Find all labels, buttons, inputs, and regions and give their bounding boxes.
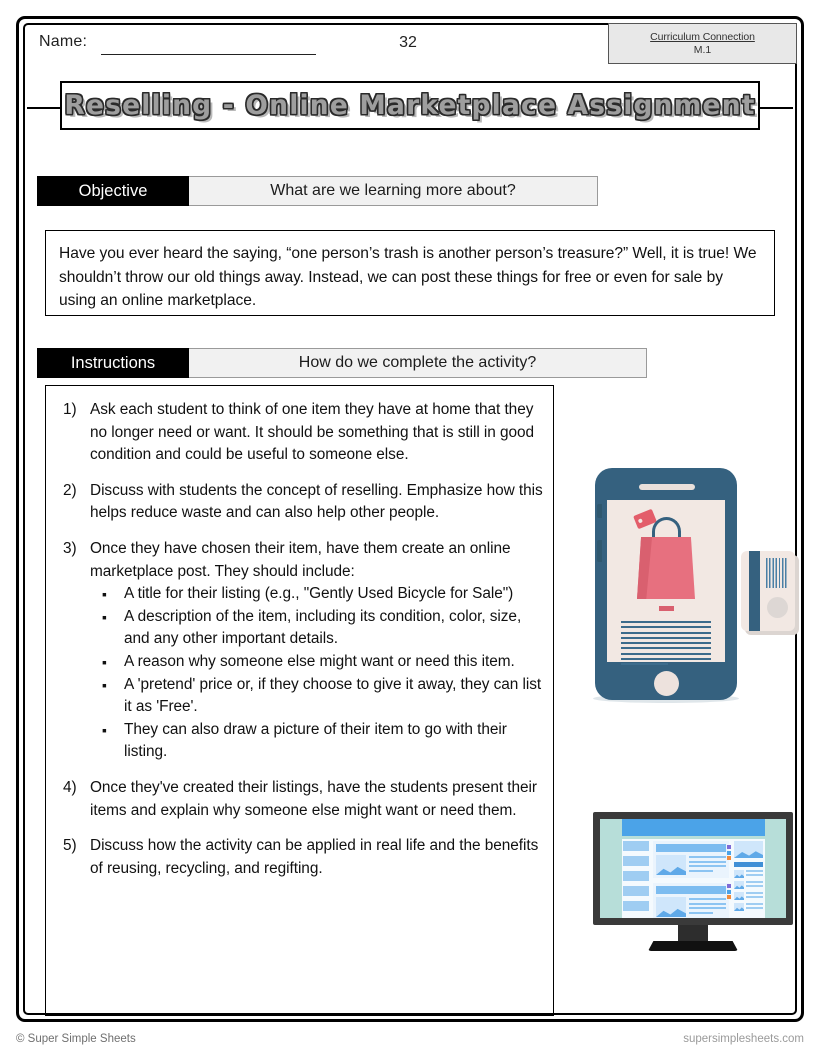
worksheet-header: [23, 23, 797, 71]
listing-card-row: [656, 897, 726, 917]
title-banner: [23, 81, 797, 133]
listing-card-lines: [689, 855, 726, 875]
bullet-square-icon: ▪: [102, 676, 107, 693]
image-placeholder-icon: [734, 903, 744, 911]
instruction-item: [54, 538, 543, 764]
listing-card-title: [656, 844, 726, 852]
objective-body-box: [45, 230, 775, 316]
title-rule-right: [757, 107, 793, 109]
website-page: [622, 839, 765, 918]
dot-icon: [727, 890, 731, 894]
image-placeholder-icon: [734, 870, 744, 878]
right-column-row: [734, 903, 763, 911]
page-title: Reselling - Online Marketplace Assignment: [64, 90, 756, 121]
dot-icon: [727, 845, 731, 849]
text-line: [621, 663, 668, 665]
text-line: [621, 626, 711, 628]
objective-label: Objective: [37, 176, 189, 206]
image-placeholder-icon: [734, 892, 744, 900]
instruction-text: Ask each student to think of one item they have at home that they no longer need or want. It should be something that is still in good condition and could be useful to someone else.: [90, 401, 535, 464]
monitor-neck: [678, 925, 708, 943]
monitor-illustration: [593, 812, 798, 956]
instruction-number: 1): [63, 401, 77, 418]
credit-card-body: [741, 551, 795, 631]
text-line: [746, 903, 763, 905]
title-box: [60, 81, 760, 130]
sidebar-block: [623, 871, 649, 881]
text-line: [621, 637, 711, 639]
text-line: [621, 632, 711, 634]
website-sidebar: [623, 841, 649, 916]
right-column-heading: [734, 862, 763, 867]
dot-icon: [727, 884, 731, 888]
instructions-label: Instructions: [37, 348, 189, 378]
right-column-row: [734, 870, 763, 878]
sidebar-block: [623, 901, 649, 911]
text-line: [621, 647, 711, 649]
text-line: [746, 892, 763, 894]
listing-card: [653, 883, 729, 918]
price-label-icon: [659, 606, 674, 611]
curriculum-connection-code: M.1: [693, 44, 712, 56]
name-label: Name:: [39, 33, 88, 50]
website-right-column: [734, 841, 763, 914]
instruction-subitem-text: They can also draw a picture of their item to go with their listing.: [124, 720, 507, 761]
instructions-question: How do we complete the activity?: [189, 348, 647, 378]
instruction-subitem: [90, 719, 543, 764]
right-column-lines: [746, 903, 763, 911]
shopping-bag-handle-icon: [652, 517, 681, 539]
listing-card-title: [656, 886, 726, 894]
page-number: 32: [399, 34, 417, 51]
text-line: [689, 861, 726, 863]
right-column-lines: [746, 892, 763, 900]
listing-card-row: [656, 855, 726, 875]
instruction-item: [54, 777, 543, 822]
right-column-row: [734, 892, 763, 900]
dot-icon: [727, 856, 731, 860]
text-line: [746, 907, 763, 909]
card-action-dots: [727, 884, 731, 901]
monitor-frame: [593, 812, 793, 925]
instruction-number: 5): [63, 837, 77, 855]
sidebar-block: [623, 856, 649, 866]
card-chip-icon: [767, 597, 788, 618]
name-write-line[interactable]: [101, 54, 316, 55]
instructions-body-box: [45, 385, 554, 1016]
text-line: [621, 658, 711, 660]
instruction-item: [54, 835, 543, 880]
card-barcode-icon: [766, 558, 788, 588]
right-column-lines: [746, 881, 763, 889]
credit-card-illustration: [741, 551, 805, 637]
image-placeholder-icon: [734, 881, 744, 889]
worksheet-page: [23, 23, 797, 1015]
text-line: [746, 874, 763, 876]
instruction-subitem: [90, 674, 543, 719]
instruction-text: Discuss how the activity can be applied in real life and the benefits of reusing, recycling, and regifting.: [90, 837, 539, 877]
text-line: [689, 865, 726, 867]
text-line: [689, 912, 713, 914]
dot-icon: [727, 851, 731, 855]
right-column-row: [734, 881, 763, 889]
phone-side-button-icon: [597, 504, 602, 518]
dot-icon: [727, 895, 731, 899]
image-placeholder-icon: [656, 897, 686, 917]
text-line: [689, 898, 726, 900]
phone-body: [595, 468, 737, 700]
footer-website[interactable]: supersimplesheets.com: [683, 1033, 804, 1045]
instruction-subitem: [90, 651, 543, 674]
website-content-column: [653, 841, 729, 918]
instruction-item: [54, 399, 543, 467]
instruction-text: Once they have chosen their item, have them create an online marketplace post. They should include:: [90, 539, 511, 580]
curriculum-connection-title: Curriculum Connection: [650, 31, 755, 43]
objective-question: What are we learning more about?: [189, 176, 598, 206]
phone-home-button-icon: [654, 671, 679, 696]
text-line: [689, 856, 726, 858]
text-line: [621, 653, 711, 655]
image-placeholder-icon: [656, 855, 686, 875]
instructions-section-header: [37, 348, 647, 378]
instruction-subitem-text: A title for their listing (e.g., "Gently Used Bicycle for Sale"): [124, 585, 514, 603]
text-line: [689, 870, 713, 872]
instruction-number: 4): [63, 778, 77, 796]
objective-section-header: [37, 176, 598, 206]
text-line: [621, 621, 711, 623]
listing-card-lines: [689, 897, 726, 917]
bullet-square-icon: ▪: [102, 586, 107, 603]
text-line: [621, 642, 711, 644]
instruction-subitem-text: A description of the item, including its condition, color, size, and any other important details.: [124, 607, 522, 648]
instruction-number: 2): [63, 481, 77, 499]
objective-body-text: Have you ever heard the saying, “one person’s trash is another person’s treasure?” Well, it is true! We shouldn’t throw our old things away. Instead, we can post these things for free or even for sale by using an online marketplace.: [59, 245, 757, 309]
text-line: [746, 881, 763, 883]
footer-copyright: © Super Simple Sheets: [16, 1033, 136, 1045]
text-line: [746, 870, 763, 872]
listing-text-lines: [621, 621, 711, 669]
card-action-dots: [727, 845, 731, 862]
sidebar-block: [623, 841, 649, 851]
curriculum-connection-box: [608, 23, 797, 64]
monitor-base: [648, 941, 738, 951]
website-topbar: [622, 819, 765, 836]
sidebar-block: [623, 886, 649, 896]
bullet-square-icon: ▪: [102, 608, 107, 625]
card-magnetic-stripe-icon: [749, 551, 760, 631]
instruction-item: [54, 480, 543, 525]
instruction-text: Discuss with students the concept of reselling. Emphasize how this helps reduce waste and can also help other people.: [90, 481, 543, 522]
text-line: [689, 907, 726, 909]
title-rule-left: [27, 107, 63, 109]
image-placeholder-icon: [734, 841, 763, 858]
phone-speaker-icon: [639, 484, 695, 490]
instruction-subitem-text: A 'pretend' price or, if they choose to give it away, they can list it as 'Free'.: [124, 675, 542, 716]
bullet-square-icon: ▪: [102, 721, 107, 738]
bullet-square-icon: ▪: [102, 653, 107, 670]
instruction-body-group: [90, 538, 543, 764]
text-line: [746, 885, 763, 887]
instruction-text: Once they've created their listings, have the students present their items and explain why someone else might want or need them.: [90, 778, 537, 819]
text-line: [746, 896, 763, 898]
phone-volume-button-icon: [597, 540, 602, 562]
instruction-subitem: [90, 606, 543, 651]
listing-card: [653, 841, 729, 878]
instruction-subitem: [90, 583, 543, 606]
phone-screen: [607, 500, 725, 662]
right-column-lines: [746, 870, 763, 878]
text-line: [689, 903, 726, 905]
page-footer: [16, 1033, 804, 1045]
instruction-subitem-text: A reason why someone else might want or need this item.: [124, 652, 515, 670]
instruction-number: 3): [63, 539, 77, 557]
monitor-screen: [600, 819, 786, 918]
instruction-sublist: [90, 583, 543, 764]
